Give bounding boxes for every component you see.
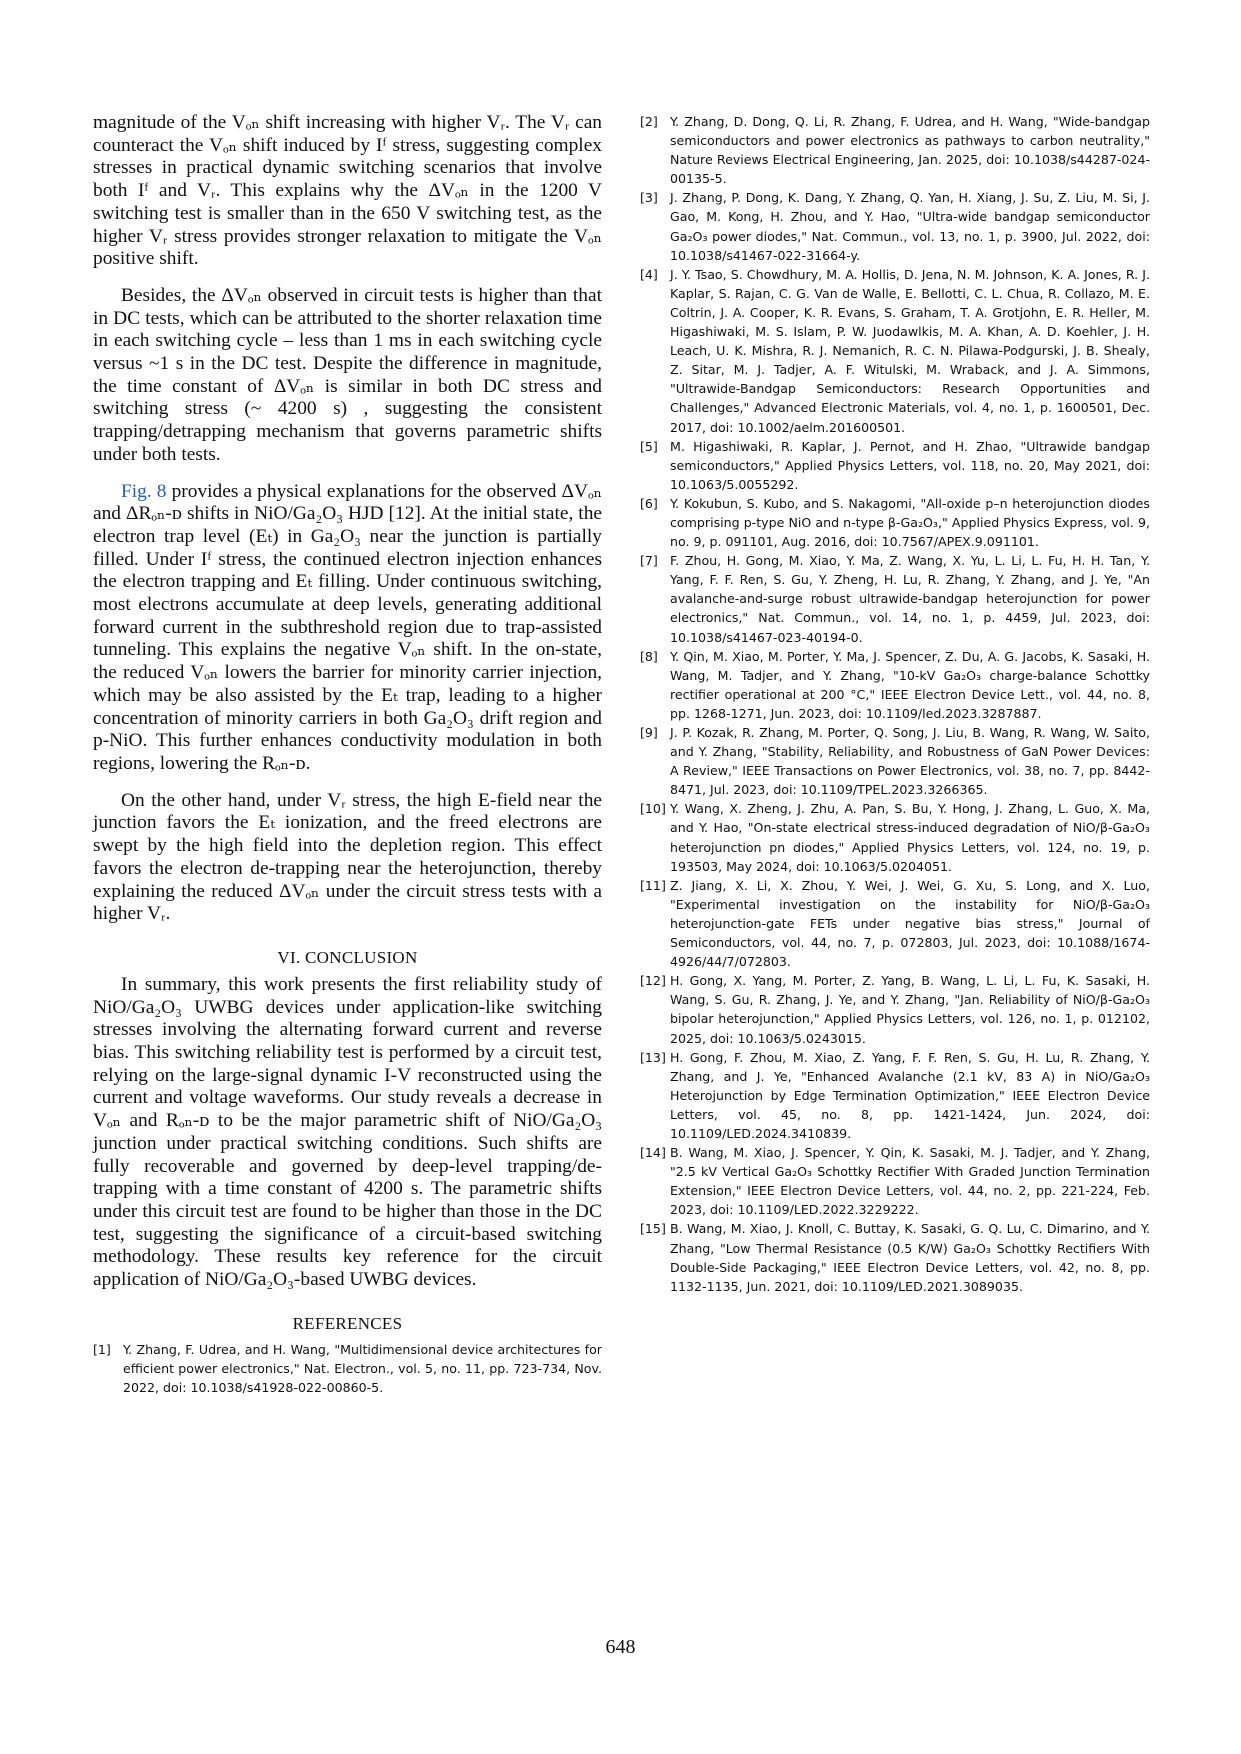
reference-item: [640, 799, 1150, 875]
body-paragraph-4: On the other hand, under Vᵣ stress, the high E-field near the junction favors the Eₜ ionization, and the freed electrons are swept by the high field into the depletion region. This effect favors the electron de-trapping near the heterojunction, thereby explaining the reduced ΔVₒₙ under the circuit stress tests with a higher Vᵣ.: [93, 789, 602, 925]
reference-text: J. Zhang, P. Dong, K. Dang, Y. Zhang, Q. Yan, H. Xiang, J. Su, Z. Liu, M. Si, J. Gao, M. Kong, H. Zhou, and Y. Hao, "Ultra-wide bandgap semiconductor Ga₂O₃ power diodes," Nat. Commun., vol. 13, no. 1, p. 3900, Jul. 2022, doi: 10.1038/s41467-022-31664-y.: [670, 190, 1150, 263]
reference-text: Y. Qin, M. Xiao, M. Porter, Y. Ma, J. Spencer, Z. Du, A. G. Jacobs, K. Sasaki, H. Wang, M. Tadjer, and Y. Zhang, "10-kV Ga₂O₃ charge-balance Schottky rectifier operational at 200 °C," IEEE Electron Device Lett., vol. 44, no. 8, pp. 1268-1271, Jun. 2023, doi: 10.1109/led.2023.3287887.: [670, 648, 1150, 721]
body-paragraph-3-text: provides a physical explanations for the observed ΔVₒₙ and ΔRₒₙ-ᴅ shifts in NiO/Ga₂O₃ HJD [12]. At the initial state, the electron trap level (Eₜ) in Ga₂O₃ near the junction is partially filled. Under Iᶠ stress, the continued electron injection enhances the electron trapping and Eₜ filling. Under continuous switching, most electrons accumulate at deep levels, generating additional forward current in the subthreshold region due to trap-assisted tunneling. This explains the negative Vₒₙ shift. In the on-state, the reduced Vₒₙ lowers the barrier for minority carrier injection, which may be also assisted by the Eₜ trap, leading to a higher concentration of minority carriers in both Ga₂O₃ drift region and p-NiO. This further enhances conductivity modulation in both regions, lowering the Rₒₙ-ᴅ.: [93, 480, 602, 774]
reference-number: [2]: [640, 114, 658, 129]
body-paragraph-3: [93, 481, 602, 776]
reference-number: [1]: [93, 1341, 111, 1357]
reference-number: [5]: [640, 438, 658, 454]
reference-number: [11]: [640, 877, 666, 893]
reference-item: [640, 723, 1150, 799]
conclusion-heading: VI. CONCLUSION: [277, 947, 418, 967]
reference-number: [6]: [640, 495, 658, 511]
body-paragraph-1: magnitude of the Vₒₙ shift increasing with higher Vᵣ. The Vᵣ can counteract the Vₒₙ shift induced by Iᶠ stress, suggesting complex stresses in practical dynamic switching scenarios that involve both Iᶠ and Vᵣ. This explains why the ΔVₒₙ in the 1200 V switching test is smaller than in the 650 V switching test, as the higher Vᵣ stress provides stronger relaxation to mitigate the Vₒₙ positive shift.: [93, 112, 602, 270]
reference-text: J. P. Kozak, R. Zhang, M. Porter, Q. Song, J. Liu, B. Wang, R. Wang, W. Saito, and Y. Zhang, "Stability, Reliability, and Robustness of GaN Power Devices: A Review," IEEE Transactions on Power Electronics, vol. 38, no. 7, pp. 8442-8471, Jul. 2023, doi: 10.1109/TPEL.2023.3266365.: [670, 725, 1150, 798]
page-number: 648: [605, 1636, 636, 1658]
reference-number: [7]: [640, 553, 658, 569]
reference-number: [14]: [640, 1145, 666, 1161]
reference-number: [9]: [640, 725, 658, 740]
reference-text: H. Gong, F. Zhou, M. Xiao, Z. Yang, F. F. Ren, S. Gu, H. Lu, R. Zhang, Y. Zhang, and J. Ye, "Enhanced Avalanche (2.1 kV, 83 A) in NiO/Ga₂O₃ Heterojunction by Edge Termination Optimization," IEEE Electron Device Letters, vol. 45, no. 8, pp. 1421-1424, Jun. 2024, doi: 10.1109/LED.2024.3410839.: [670, 1049, 1150, 1141]
reference-item: [640, 437, 1150, 494]
references-heading: REFERENCES: [292, 1313, 403, 1333]
reference-number: [13]: [640, 1049, 666, 1065]
reference-item: [640, 1048, 1150, 1143]
reference-item: [640, 876, 1150, 971]
reference-text: M. Higashiwaki, R. Kaplar, J. Pernot, and H. Zhao, "Ultrawide bandgap semiconductors," Applied Physics Letters, vol. 118, no. 20, May 2021, doi: 10.1063/5.0055292.: [670, 438, 1150, 492]
left-column: [93, 112, 602, 1397]
references-list-left: [93, 1340, 602, 1397]
reference-item: [640, 112, 1150, 188]
body-paragraph-2: Besides, the ΔVₒₙ observed in circuit tests is higher than that in DC tests, which can be attributed to the shorter relaxation time in each switching cycle – less than 1 ms in each switching cycle versus ~1 s in the DC test. Despite the difference in magnitude, the time constant of ΔVₒₙ is similar in both DC stress and switching stress (~ 4200 s) , suggesting the consistent trapping/detrapping mechanism that governs parametric shifts under both tests.: [93, 284, 602, 465]
reference-item: [640, 971, 1150, 1047]
reference-text: Y. Zhang, F. Udrea, and H. Wang, "Multidimensional device architectures for efficient power electronics," Nat. Electron., vol. 5, no. 11, pp. 723-734, Nov. 2022, doi: 10.1038/s41928-022-00860-5.: [123, 1341, 602, 1395]
references-list-right: [640, 112, 1150, 1296]
reference-item: [640, 494, 1150, 551]
reference-text: Z. Jiang, X. Li, X. Zhou, Y. Wei, J. Wei, G. Xu, S. Long, and X. Luo, "Experimental investigation on the instability for NiO/β-Ga₂O₃ heterojunction-gate FETs under negative bias stress," Journal of Semiconductors, vol. 44, no. 7, p. 072803, Jul. 2023, doi: 10.1088/1674-4926/44/7/072803.: [670, 877, 1150, 970]
reference-text: Y. Zhang, D. Dong, Q. Li, R. Zhang, F. Udrea, and H. Wang, "Wide-bandgap semiconductors and power electronics as pathways to carbon neutrality," Nature Reviews Electrical Engineering, Jan. 2025, doi: 10.1038/s44287-024-00135-5.: [670, 114, 1150, 187]
reference-item: [640, 551, 1150, 646]
reference-text: B. Wang, M. Xiao, J. Knoll, C. Buttay, K. Sasaki, G. Q. Lu, C. Dimarino, and Y. Zhang, "Low Thermal Resistance (0.5 K/W) Ga₂O₃ Schottky Rectifiers With Double-Side Packaging," IEEE Electron Device Letters, vol. 42, no. 8, pp. 1132-1135, Jun. 2021, doi: 10.1109/LED.2021.3089035.: [670, 1221, 1150, 1294]
reference-text: B. Wang, M. Xiao, J. Spencer, Y. Qin, K. Sasaki, M. J. Tadjer, and Y. Zhang, "2.5 kV Vertical Ga₂O₃ Schottky Rectifier With Graded Junction Termination Extension," IEEE Electron Device Letters, vol. 44, no. 2, pp. 221-224, Feb. 2023, doi: 10.1109/LED.2022.3229222.: [670, 1145, 1150, 1218]
reference-item: [640, 188, 1150, 264]
reference-text: H. Gong, X. Yang, M. Porter, Z. Yang, B. Wang, L. Li, L. Fu, K. Sasaki, H. Wang, S. Gu, R. Zhang, J. Ye, and Y. Zhang, "Jan. Reliability of NiO/β-Ga₂O₃ bipolar heterojunction," Applied Physics Letters, vol. 126, no. 1, p. 012102, 2025, doi: 10.1063/5.0243015.: [670, 973, 1150, 1046]
reference-item: [93, 1340, 602, 1397]
reference-number: [4]: [640, 266, 658, 282]
right-column: [640, 112, 1150, 1296]
reference-item: [640, 265, 1150, 437]
reference-text: F. Zhou, H. Gong, M. Xiao, Y. Ma, Z. Wang, X. Yu, L. Li, L. Fu, H. H. Tan, Y. Yang, F. F. Ren, S. Gu, Y. Zheng, H. Lu, R. Zhang, Y. Zhang, and J. Ye, "An avalanche-and-surge robust ultrawide-bandgap heterojunction for power electronics," Nat. Commun., vol. 14, no. 1, p. 4459, Jul. 2023, doi: 10.1038/s41467-023-40194-0.: [670, 553, 1150, 645]
conclusion-paragraph: In summary, this work presents the first reliability study of NiO/Ga₂O₃ UWBG devices under application-like switching stresses involving the alternating forward current and reverse bias. This switching reliability test is performed by a circuit test, relying on the large-signal dynamic I-V reconstructed using the current and voltage waveforms. Our study reveals a decrease in Vₒₙ and Rₒₙ-ᴅ to be the major parametric shift of NiO/Ga₂O₃ junction under practical switching conditions. Such shifts are fully recoverable and governed by deep-level trapping/de-trapping with a time constant of 4200 s. The parametric shifts under this circuit test are found to be higher than those in the DC test, suggesting the significance of a circuit-based switching methodology. These results key reference for the circuit application of NiO/Ga₂O₃-based UWBG devices.: [93, 973, 602, 1291]
figure-link[interactable]: Fig. 8: [121, 480, 167, 502]
reference-number: [15]: [640, 1221, 666, 1237]
reference-number: [3]: [640, 190, 658, 206]
reference-item: [640, 1143, 1150, 1219]
reference-number: [8]: [640, 648, 658, 664]
reference-number: [12]: [640, 973, 666, 989]
reference-item: [640, 647, 1150, 723]
reference-text: Y. Kokubun, S. Kubo, and S. Nakagomi, "All-oxide p–n heterojunction diodes comprising p-type NiO and n-type β-Ga₂O₃," Applied Physics Express, vol. 9, no. 9, p. 091101, Aug. 2016, doi: 10.7567/APEX.9.091101.: [670, 495, 1150, 550]
reference-item: [640, 1219, 1150, 1295]
reference-text: J. Y. Tsao, S. Chowdhury, M. A. Hollis, D. Jena, N. M. Johnson, K. A. Jones, R. J. Kaplar, S. Rajan, C. G. Van de Walle, E. Bellotti, C. L. Chua, R. Collazo, M. E. Coltrin, J. A. Cooper, K. R. Evans, S. Graham, T. A. Grotjohn, E. R. Heller, M. Higashiwaki, M. S. Islam, P. W. Juodawlkis, M. A. Khan, A. D. Koehler, J. H. Leach, U. K. Mishra, R. J. Nemanich, R. C. N. Pilawa-Podgurski, J. B. Shealy, Z. Sitar, M. J. Tadjer, A. F. Witulski, M. Wraback, and J. A. Simmons, "Ultrawide-Bandgap Semiconductors: Research Opportunities and Challenges," Advanced Electronic Materials, vol. 4, no. 1, p. 1600501, Dec. 2017, doi: 10.1002/aelm.201600501.: [670, 266, 1150, 435]
reference-text: Y. Wang, X. Zheng, J. Zhu, A. Pan, S. Bu, Y. Hong, J. Zhang, L. Guo, X. Ma, and Y. Hao, "On-state electrical stress-induced degradation of NiO/β-Ga₂O₃ heterojunction pn diodes," Applied Physics Letters, vol. 124, no. 19, p. 193503, May 2024, doi: 10.1063/5.0204051.: [670, 801, 1150, 874]
reference-number: [10]: [640, 801, 666, 817]
